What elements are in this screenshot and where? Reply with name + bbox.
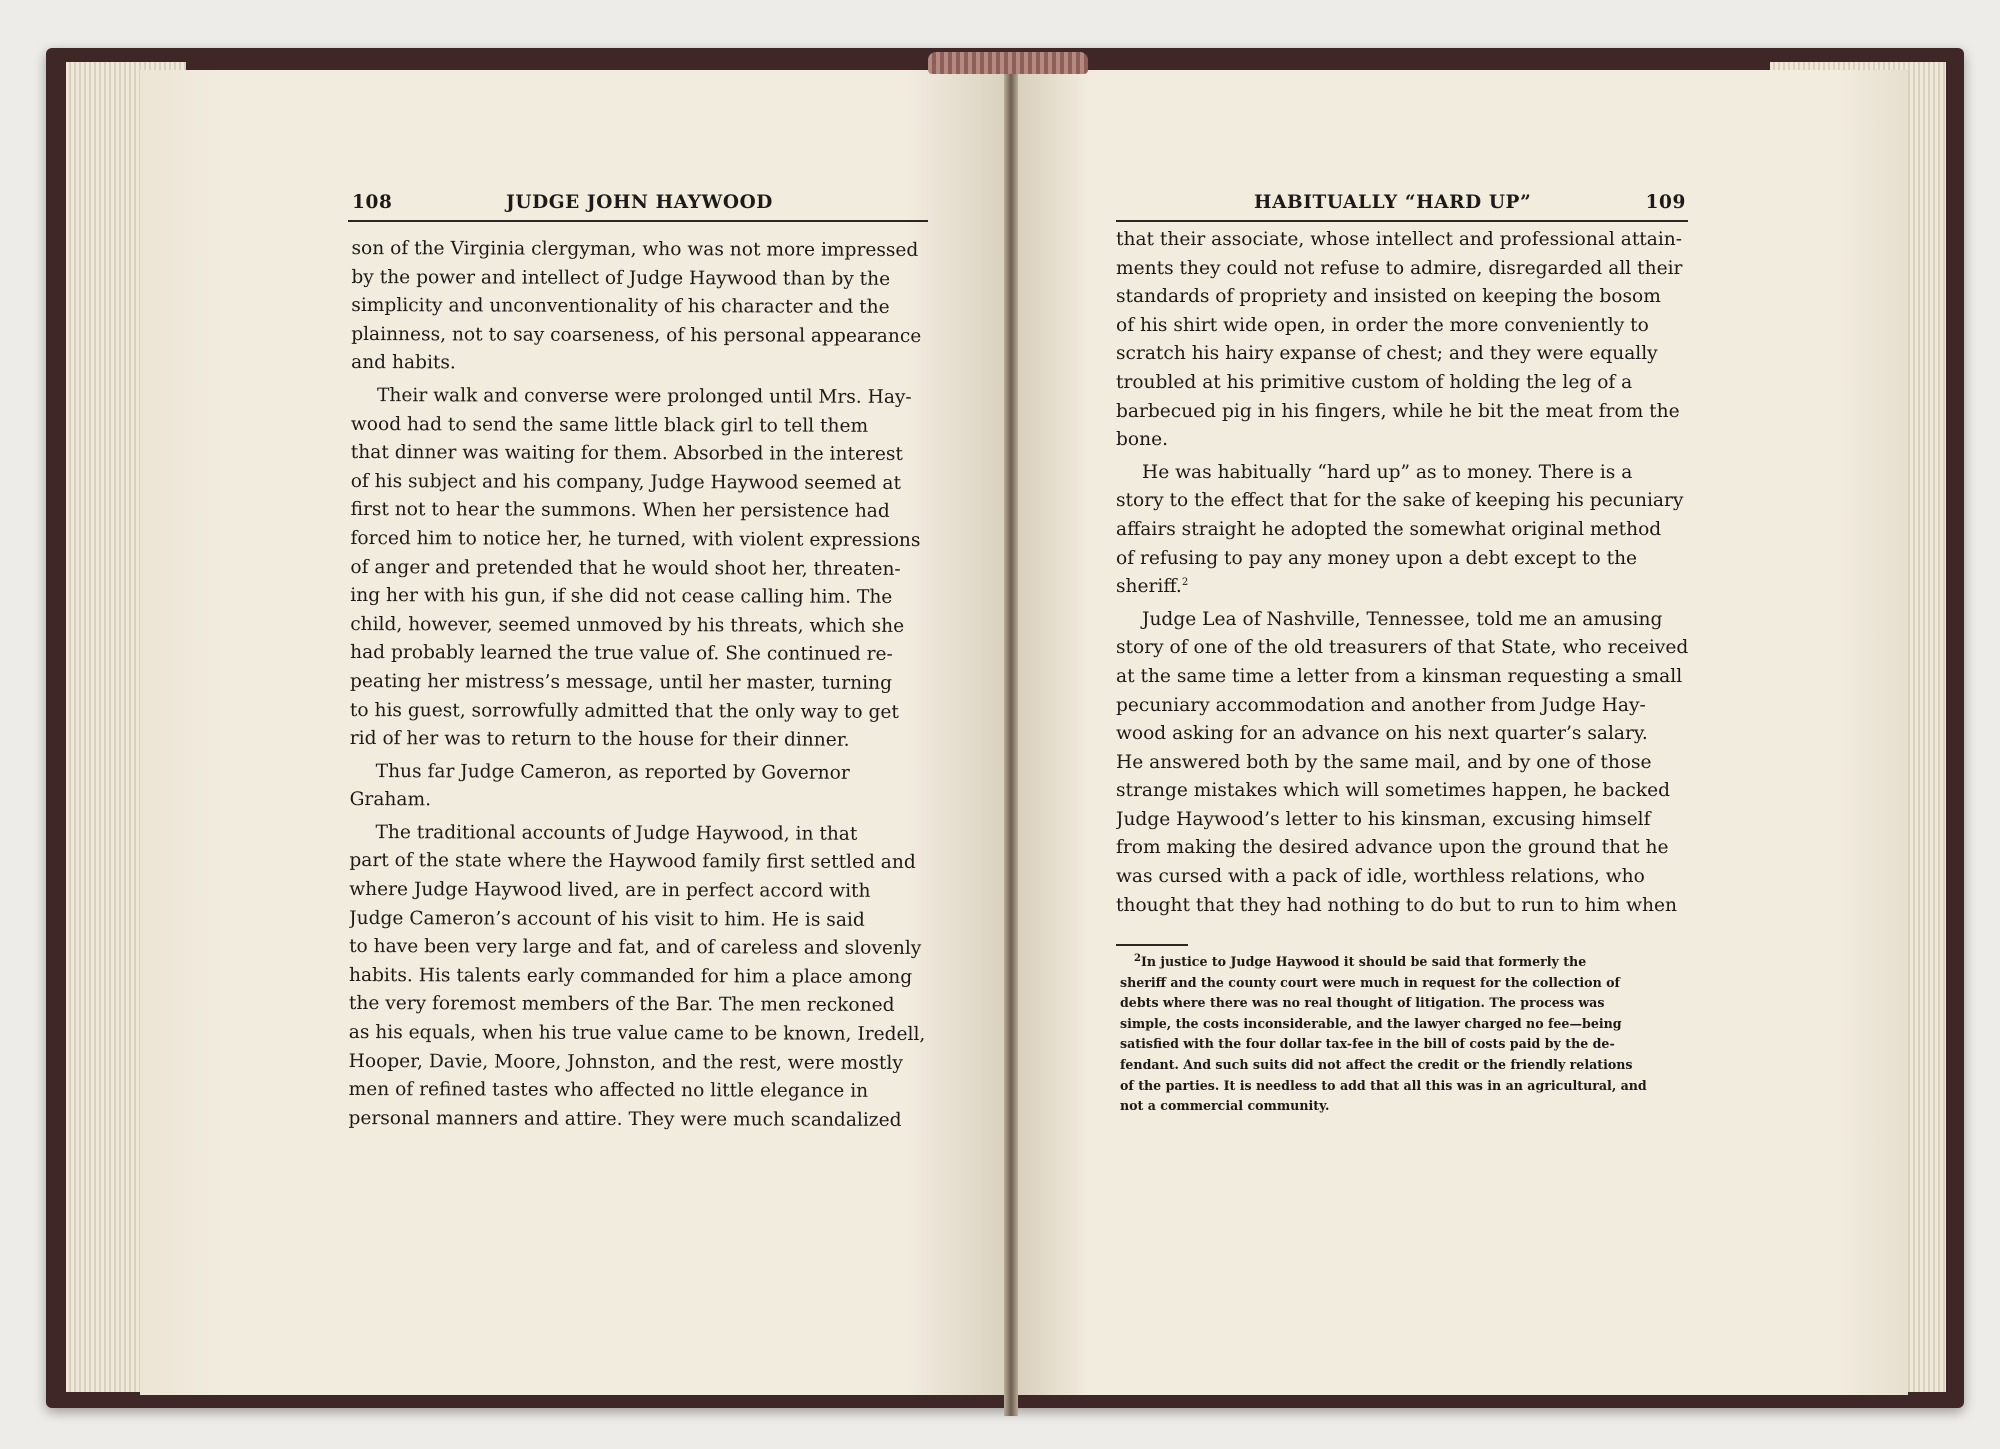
line-text: habits. His talents early commanded for him a place among (348, 964, 913, 988)
text-line (351, 496, 929, 527)
text-line (351, 235, 929, 266)
text-line (350, 639, 928, 670)
left-page-number: 108 (352, 192, 393, 213)
line-text: ing her with his gun, if she did not cease calling him. The (350, 585, 893, 609)
line-text: men of refined tastes who affected no little elegance in (348, 1079, 869, 1103)
footnote-line (1120, 1076, 1692, 1097)
line-text: simple, the costs inconsiderable, and the lawyer charged no fee—being (1120, 1015, 1622, 1031)
line-text: of his shirt wide open, in order the more conveniently to (1116, 314, 1649, 336)
text-line (350, 668, 928, 699)
line-text: He was habitually “hard up” as to money. There is a (1142, 461, 1633, 483)
line-text: The traditional accounts of Judge Haywood, in that (375, 821, 858, 845)
line-text: part of the state where the Haywood family first settled and (349, 850, 916, 874)
text-line (351, 411, 929, 442)
line-text: of the parties. It is needless to add that all this was in an agricultural, and (1120, 1077, 1647, 1093)
line-text: Hooper, Davie, Moore, Johnston, and the rest, were mostly (348, 1050, 903, 1074)
line-text: not a commercial community. (1120, 1098, 1330, 1114)
text-line (1116, 834, 1688, 863)
text-line (351, 292, 929, 323)
text-line (349, 819, 927, 850)
text-line (350, 611, 928, 642)
footnote (1120, 952, 1692, 1117)
text-line (1116, 226, 1688, 255)
line-text: sheriff. (1116, 576, 1182, 598)
line-text: forced him to notice her, he turned, with violent expressions (350, 527, 921, 551)
text-line (349, 905, 927, 936)
line-text: at the same time a letter from a kinsman requesting a small (1116, 665, 1683, 687)
text-line (1116, 426, 1688, 455)
right-running-head (1116, 192, 1688, 222)
text-line (1116, 634, 1688, 663)
text-line (1116, 459, 1688, 488)
text-line (1116, 369, 1688, 398)
line-text: sheriff and the county court were much in request for the collection of (1120, 974, 1620, 990)
text-line (1116, 692, 1688, 721)
text-line (350, 525, 928, 556)
line-text: wood asking for an advance on his next quarter’s salary. (1116, 723, 1648, 745)
line-text: scratch his hairy expanse of chest; and they were equally (1116, 343, 1658, 365)
text-line (349, 1019, 927, 1050)
footnote-line (1120, 1034, 1692, 1055)
headband (928, 52, 1088, 74)
footnote-line (1120, 993, 1692, 1014)
line-text: In justice to Judge Haywood it should be said that formerly the (1140, 954, 1587, 969)
line-text: son of the Virginia clergyman, who was not more impressed (351, 237, 919, 261)
line-text: story of one of the old treasurers of that State, who received (1116, 637, 1688, 659)
line-text: where Judge Haywood lived, are in perfect accord with (349, 879, 871, 902)
footnote-marker: 2 (1134, 952, 1141, 964)
line-text: pecuniary accommodation and another from Judge Hay- (1116, 694, 1646, 716)
left-running-head (348, 192, 928, 222)
line-text: by the power and intellect of Judge Haywood than by the (351, 266, 891, 290)
line-text: was cursed with a pack of idle, worthless relations, who (1116, 866, 1645, 888)
footnote-line (1120, 952, 1692, 973)
line-text: barbecued pig in his fingers, while he bit the meat from the (1116, 400, 1680, 422)
footnote-line (1120, 1055, 1692, 1076)
line-text: Judge Cameron’s account of his visit to him. He is said (349, 907, 865, 931)
footnote-line (1120, 1014, 1692, 1035)
text-line (350, 554, 928, 585)
text-line (1116, 749, 1688, 778)
line-text: debts where there was no real thought of litigation. The process was (1120, 995, 1605, 1011)
line-text: to his guest, sorrowfully admitted that the only way to get (349, 699, 899, 723)
line-text: of anger and pretended that he would shoot her, threaten- (350, 556, 901, 580)
line-text: plainness, not to say coarseness, of his personal appearance (351, 323, 922, 347)
right-page-number: 109 (1645, 192, 1686, 213)
text-line (1116, 806, 1688, 835)
line-text: that their associate, whose intellect and professional attain- (1116, 229, 1683, 250)
text-line (349, 962, 927, 993)
line-text: had probably learned the true value of. She continued re- (350, 642, 893, 666)
text-line (349, 1076, 927, 1107)
text-line (351, 264, 929, 295)
line-text: first not to hear the summons. When her persistence had (350, 499, 890, 523)
line-text: wood had to send the same little black girl to tell them (350, 413, 869, 437)
text-line (351, 468, 929, 499)
line-text: troubled at his primitive custom of holding the leg of a (1116, 371, 1633, 393)
text-line (350, 725, 928, 756)
line-text: satisfied with the four dollar tax-fee in the bill of costs paid by the de- (1120, 1036, 1615, 1052)
line-text: ments they could not refuse to admire, disregarded all their (1116, 257, 1683, 279)
text-line (350, 696, 928, 727)
text-line (1116, 312, 1688, 341)
line-text: the very foremost members of the Bar. The men reckoned (348, 993, 895, 1017)
footnote-line (1120, 1096, 1692, 1117)
text-line (351, 439, 929, 470)
text-line (351, 349, 929, 380)
text-line (1116, 487, 1688, 516)
text-line (1116, 892, 1688, 921)
text-line (1116, 283, 1688, 312)
line-text: standards of propriety and insisted on keeping the bosom (1116, 286, 1661, 308)
right-running-title: HABITUALLY “HARD UP” (1254, 192, 1532, 213)
left-page-body (348, 235, 929, 1135)
footnote-reference: 2 (1181, 576, 1189, 588)
text-line (1116, 720, 1688, 749)
footnote-rule (1116, 944, 1188, 946)
text-line (1116, 545, 1688, 574)
line-text: as his equals, when his true value came to be known, Iredell, (348, 1022, 926, 1046)
line-text: fendant. And such suits did not affect the credit or the friendly relations (1120, 1056, 1633, 1072)
line-text: strange mistakes which will sometimes happen, he backed (1116, 780, 1670, 802)
line-text: Judge Haywood’s letter to his kinsman, excusing himself (1116, 808, 1651, 830)
line-text: Graham. (349, 789, 432, 811)
line-text: personal manners and attire. They were much scandalized (348, 1107, 902, 1131)
text-line (1116, 398, 1688, 427)
line-text: that dinner was waiting for them. Absorbed in the interest (350, 442, 903, 466)
text-line (350, 758, 928, 789)
text-line (1116, 777, 1688, 806)
line-text: thought that they had nothing to do but to run to him when (1116, 894, 1677, 916)
line-text: child, however, seemed unmoved by his threats, which she (350, 613, 905, 637)
text-line (351, 321, 929, 352)
left-running-title: JUDGE JOHN HAYWOOD (506, 192, 773, 213)
text-line (1116, 255, 1688, 284)
line-text: and habits. (351, 352, 456, 374)
line-text: of his subject and his company, Judge Haywood seemed at (350, 470, 902, 494)
line-text: Judge Lea of Nashville, Tennessee, told me an amusing (1142, 608, 1663, 630)
text-line (350, 582, 928, 613)
text-line (1116, 663, 1688, 692)
text-line (1116, 340, 1688, 369)
line-text: peating her mistress’s message, until her master, turning (349, 670, 893, 694)
line-text: from making the desired advance upon the ground that he (1116, 837, 1669, 859)
line-text: He answered both by the same mail, and by one of those (1116, 751, 1652, 773)
text-line (351, 382, 929, 413)
line-text: Thus far Judge Cameron, as reported by Governor (375, 760, 850, 784)
line-text: of refusing to pay any money upon a debt except to the (1116, 547, 1638, 569)
text-line (348, 1105, 926, 1136)
line-text: affairs straight he adopted the somewhat original method (1116, 518, 1662, 540)
text-line (1116, 573, 1688, 602)
text-line (1116, 606, 1688, 635)
footnote-line (1120, 973, 1692, 994)
line-text: to have been very large and fat, and of careless and slovenly (349, 936, 922, 960)
line-text: Their walk and converse were prolonged until Mrs. Hay- (376, 385, 912, 408)
book-gutter (1004, 56, 1018, 1416)
text-line (1116, 516, 1688, 545)
line-text: story to the effect that for the sake of keeping his pecuniary (1116, 490, 1684, 512)
line-text: bone. (1116, 429, 1168, 451)
text-line (350, 786, 928, 817)
text-line (349, 933, 927, 964)
text-line (349, 990, 927, 1021)
text-line (349, 1048, 927, 1079)
right-page-body (1116, 226, 1688, 920)
line-text: simplicity and unconventionality of his character and the (351, 295, 890, 319)
line-text: rid of her was to return to the house for their dinner. (349, 728, 850, 751)
text-line (1116, 863, 1688, 892)
text-line (349, 876, 927, 907)
text-line (349, 847, 927, 878)
